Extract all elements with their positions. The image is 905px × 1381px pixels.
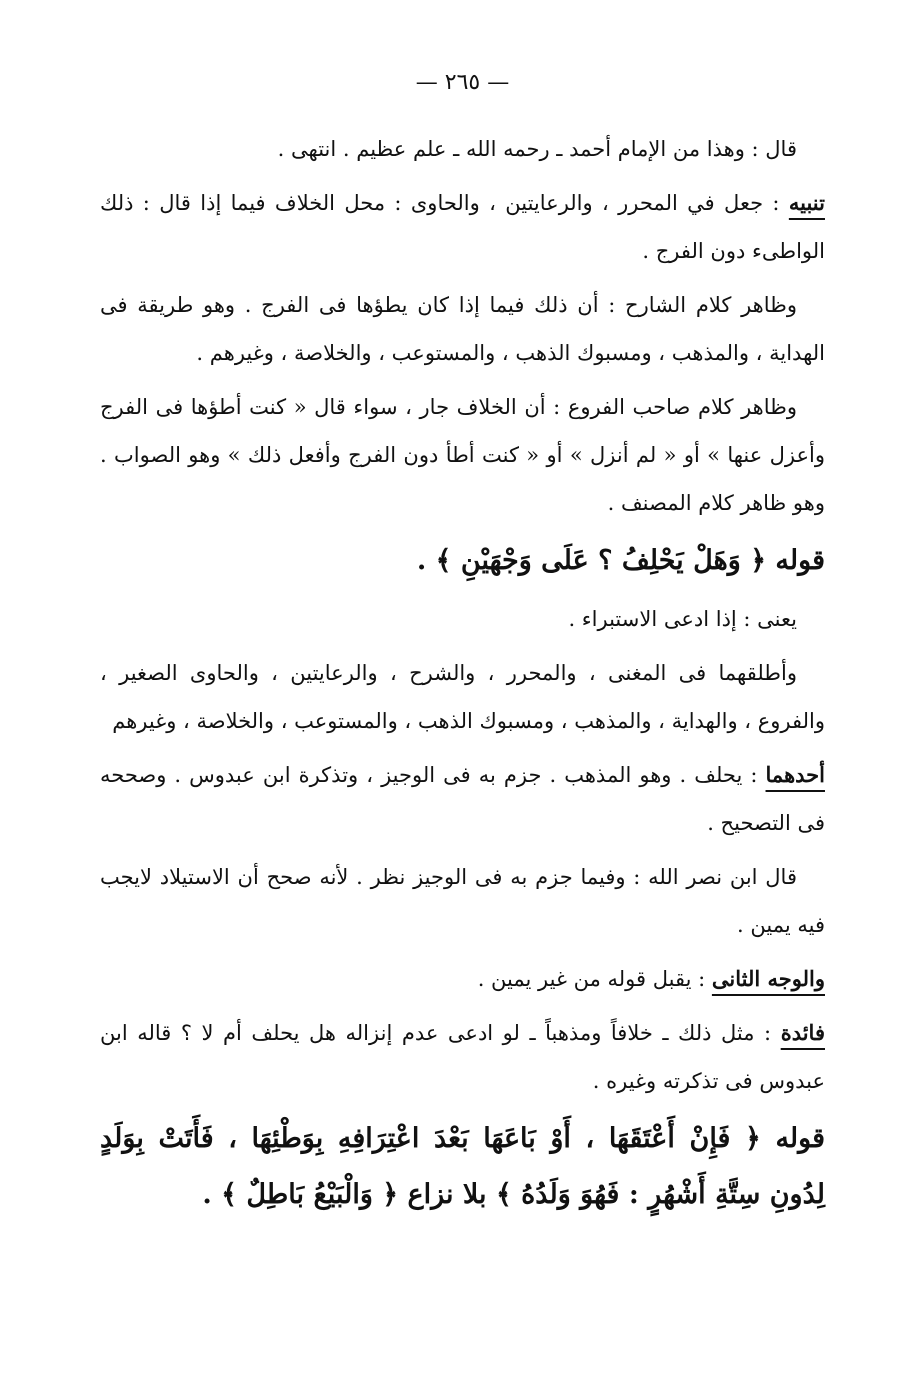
qawl-heading-2 (100, 1111, 825, 1223)
paragraph-label: فائدة (780, 1020, 825, 1045)
paragraph-wajh-thani (100, 955, 825, 1003)
paragraph-text: : يقبل قوله من غير يمين . (477, 967, 706, 991)
paragraph-text: يعنى : إذا ادعى الاستبراء . (568, 607, 797, 631)
paragraph-1 (100, 125, 825, 173)
paragraph-6 (100, 595, 825, 643)
paragraph-3 (100, 281, 825, 377)
paragraph-4 (100, 383, 825, 527)
paragraph-ahaduhuma (100, 751, 825, 847)
paragraph-label: والوجه الثانى (711, 966, 825, 991)
paragraph-text: : يحلف . وهو المذهب . جزم به فى الوجيز ، وتذكرة ابن عبدوس . وصححه فى التصحيح . (100, 763, 825, 835)
paragraph-text: وظاهر كلام الشارح : أن ذلك فيما إذا كان يطؤها فى الفرج . وهو طريقة فى الهداية ، والمذهب ، ومسبوك الذهب ، والمستوعب ، والخلاصة ، وغيرهم . (100, 293, 825, 365)
page-number: — ٢٦٥ — (415, 70, 510, 95)
qawl-heading-1 (100, 533, 825, 589)
paragraph-text: وأطلقهما فى المغنى ، والمحرر ، والشرح ، والرعايتين ، والحاوى الصغير ، والفروع ، والهداية ، والمذهب ، ومسبوك الذهب ، والمستوعب ، والخلاصة ، وغيرهم (100, 661, 825, 733)
paragraph-text: قال ابن نصر الله : وفيما جزم به فى الوجيز نظر . لأنه صحح أن الاستيلاد لايجب فيه يمين . (100, 865, 825, 937)
paragraph-text: : جعل في المحرر ، والرعايتين ، والحاوى : محل الخلاف فيما إذا قال : ذلك الواطىء دون الفرج . (100, 191, 825, 263)
paragraph-text: قال : وهذا من الإمام أحمد ـ رحمه الله ـ علم عظيم . انتهى . (277, 137, 797, 161)
paragraph-label: أحدهما (765, 762, 825, 787)
paragraph-faida (100, 1009, 825, 1105)
paragraph-text: قوله ﴿ وَهَلْ يَحْلِفُ ؟ عَلَى وَجْهَيْنِ ﴾ . (416, 545, 825, 576)
paragraph-text: وظاهر كلام صاحب الفروع : أن الخلاف جار ، سواء قال « كنت أطؤها فى الفرج وأعزل عنها » أو « لم أنزل » أو « كنت أطأ دون الفرج وأفعل ذلك » وهو الصواب . وهو ظاهر كلام المصنف . (100, 395, 825, 515)
paragraph-text: قوله ﴿ فَإِنْ أَعْتَقَهَا ، أَوْ بَاعَهَا بَعْدَ اعْتِرَافِهِ بِوَطْئِهَا ، فَأَتَتْ بِوَلَدٍ لِدُونِ سِتَّةِ أَشْهُرٍ : فَهُوَ وَلَدُهُ ﴾ بلا نزاع ﴿ وَالْبَيْعُ بَاطِلٌ ﴾ . (100, 1123, 825, 1210)
paragraph-label: تنبيه (788, 190, 825, 215)
paragraph-9 (100, 853, 825, 949)
paragraph-tanbih (100, 179, 825, 275)
paragraph-7 (100, 649, 825, 745)
paragraph-text: : مثل ذلك ـ خلافاً ومذهباً ـ لو ادعى عدم إنزاله هل يحلف أم لا ؟ قاله ابن عبدوس فى تذكرته وغيره . (100, 1021, 825, 1093)
